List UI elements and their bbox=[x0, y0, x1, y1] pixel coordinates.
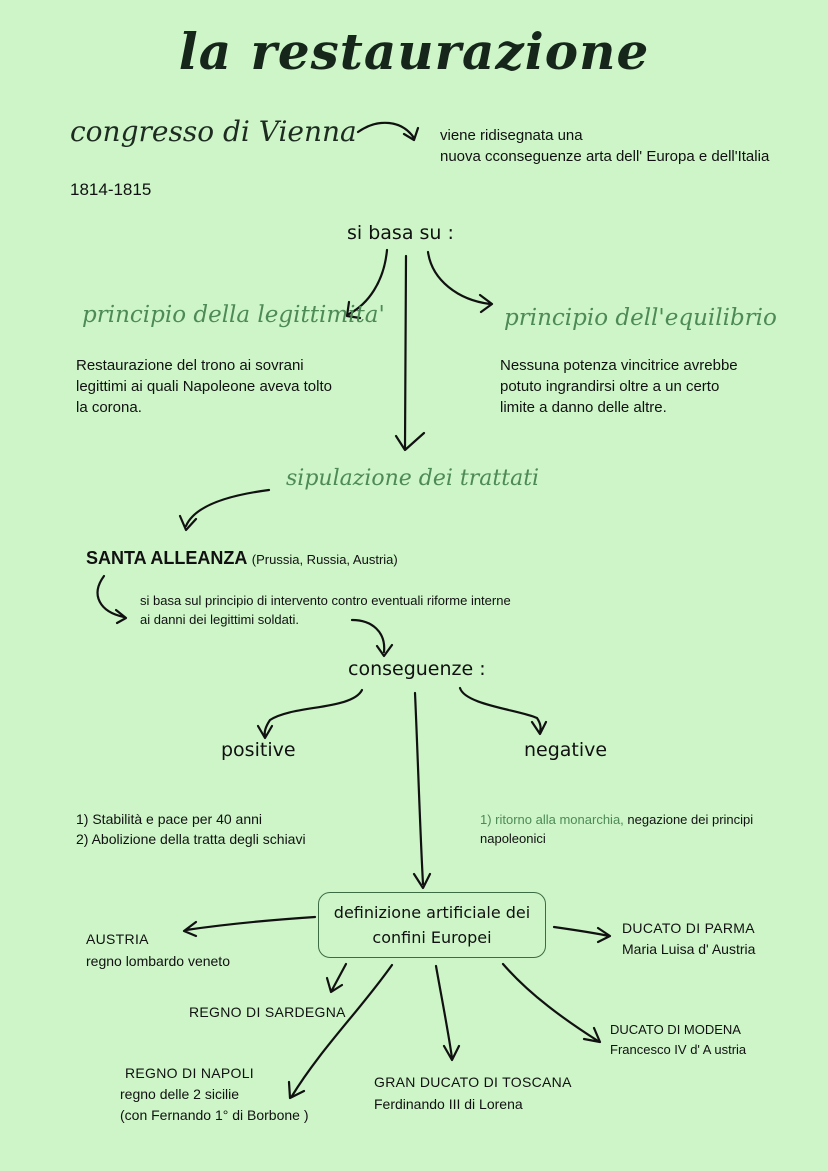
conseguenze-node: conseguenze : bbox=[348, 658, 486, 680]
austria-sub: regno lombardo veneto bbox=[86, 953, 230, 969]
modena-sub: Francesco IV d' A ustria bbox=[610, 1042, 747, 1057]
napoli-label: REGNO DI NAPOLI bbox=[125, 1065, 254, 1081]
si-basa-su-node: si basa su : bbox=[347, 222, 454, 244]
santa-alleanza-text-1: si basa sul principio di intervento contro eventuali riforme interne bbox=[140, 593, 511, 608]
parma-label: DUCATO DI PARMA bbox=[622, 920, 755, 936]
toscana-label: GRAN DUCATO DI TOSCANA bbox=[374, 1074, 572, 1090]
arrow-modena bbox=[503, 964, 600, 1042]
equilibrio-text-1: Nessuna potenza vincitrice avrebbe bbox=[500, 357, 738, 374]
arrow-positive bbox=[258, 690, 362, 738]
confini-line2: confini Europei bbox=[372, 928, 492, 947]
santa-alleanza-heading bbox=[86, 548, 398, 569]
arrow-austria bbox=[184, 917, 315, 936]
santa-alleanza-members: (Prussia, Russia, Austria) bbox=[251, 552, 398, 567]
congresso-result-line2: nuova cconseguenze arta dell' Europa e dell'Italia bbox=[440, 148, 770, 165]
confini-line1: definizione artificiale dei bbox=[333, 903, 531, 922]
parma-sub: Maria Luisa d' Austria bbox=[622, 941, 756, 957]
arrow-trattati bbox=[396, 256, 424, 450]
arrow-conseguenze bbox=[352, 620, 392, 656]
confini-box bbox=[318, 892, 546, 958]
arrow-sardegna bbox=[327, 964, 346, 992]
congresso-label: congresso di Vienna bbox=[70, 115, 357, 148]
toscana-sub: Ferdinando III di Lorena bbox=[374, 1096, 523, 1112]
trattati-node: sipulazione dei trattati bbox=[286, 466, 540, 491]
legittimita-text-2: legittimi ai quali Napoleone aveva tolto bbox=[76, 378, 332, 395]
equilibrio-title: principio dell'equilibrio bbox=[504, 305, 777, 331]
napoli-sub1: regno delle 2 sicilie bbox=[120, 1086, 240, 1102]
austria-label: AUSTRIA bbox=[86, 931, 149, 947]
page-title: la restaurazione bbox=[178, 22, 650, 81]
arrow-congresso bbox=[358, 123, 418, 140]
positive-node: positive bbox=[221, 739, 296, 761]
negative-item-1 bbox=[480, 809, 753, 830]
positive-item-1: 1) Stabilità e pace per 40 anni bbox=[76, 811, 263, 827]
arrow-parma bbox=[554, 927, 610, 942]
santa-alleanza-name: SANTA ALLEANZA bbox=[86, 548, 248, 568]
arrow-santa-alleanza bbox=[180, 490, 269, 530]
negative-node: negative bbox=[524, 739, 608, 761]
arrow-confini bbox=[414, 693, 430, 888]
equilibrio-text-2: potuto ingrandirsi oltre a un certo bbox=[500, 378, 720, 395]
negative-item-1-rest: negazione dei principi bbox=[623, 812, 754, 827]
legittimita-text-3: la corona. bbox=[76, 399, 142, 416]
santa-alleanza-text-2: ai danni dei legittimi soldati. bbox=[140, 612, 299, 627]
congresso-dates: 1814-1815 bbox=[70, 180, 152, 199]
arrow-principio bbox=[98, 576, 126, 623]
arrow-toscana bbox=[436, 966, 459, 1060]
arrow-negative bbox=[460, 688, 546, 734]
arrow-equilibrio bbox=[428, 252, 492, 312]
congresso-result-line1: viene ridisegnata una bbox=[440, 127, 583, 144]
positive-item-2: 2) Abolizione della tratta degli schiavi bbox=[76, 831, 306, 847]
modena-label: DUCATO DI MODENA bbox=[610, 1022, 741, 1037]
legittimita-text-1: Restaurazione del trono ai sovrani bbox=[76, 357, 304, 374]
equilibrio-text-3: limite a danno delle altre. bbox=[500, 399, 667, 416]
legittimita-title: principio della legittimita' bbox=[82, 302, 385, 328]
negative-item-2: napoleonici bbox=[480, 831, 546, 846]
negative-item-1-highlight: 1) ritorno alla monarchia, bbox=[480, 812, 624, 827]
napoli-sub2: (con Fernando 1° di Borbone ) bbox=[120, 1107, 309, 1123]
sardegna-label: REGNO DI SARDEGNA bbox=[189, 1004, 346, 1020]
